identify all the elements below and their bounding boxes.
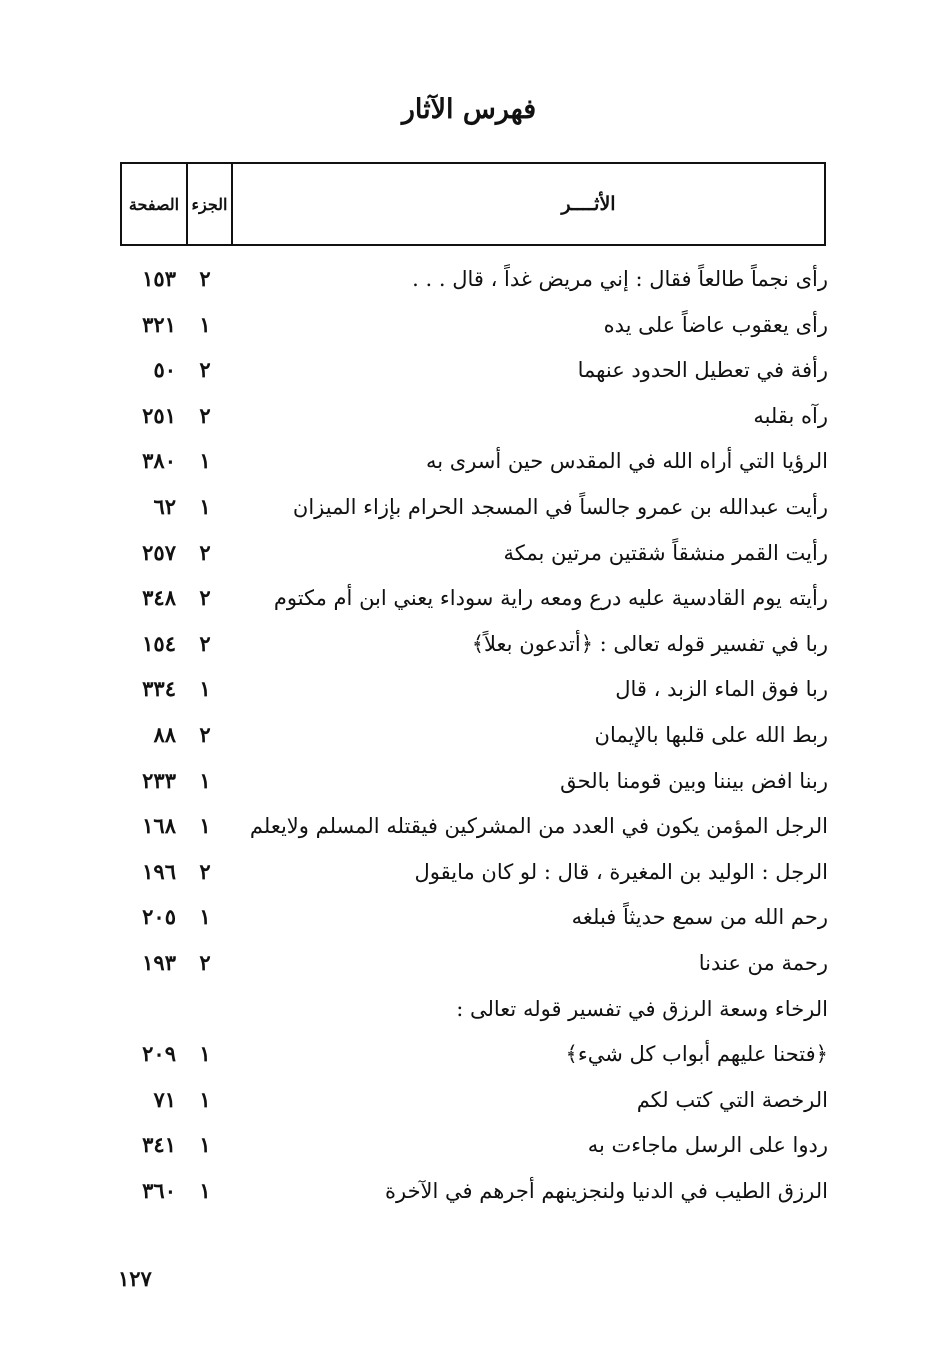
entry-part: ٢ bbox=[199, 402, 211, 428]
entry-page: ٢٥١ bbox=[142, 402, 176, 428]
entry-text: ربا في تفسير قوله تعالى : ﴿أتدعون بعلاً﴾ bbox=[471, 631, 828, 656]
entry-part: ٢ bbox=[199, 539, 211, 565]
entry-part: ١ bbox=[199, 1041, 211, 1067]
entry-part: ٢ bbox=[199, 949, 211, 975]
entry-text: الرزق الطيب في الدنيا ولنجزينهم أجرهم في الآخرة bbox=[384, 1178, 828, 1203]
header-athar-column: الأثــــر bbox=[561, 193, 616, 215]
entry-text: رآه بقلبه bbox=[753, 403, 828, 428]
index-table-header bbox=[120, 162, 826, 246]
entry-text: رأفة في تعطيل الحدود عنهما bbox=[577, 358, 828, 383]
header-page-column: الصفحة bbox=[122, 164, 188, 244]
index-entry bbox=[0, 667, 938, 713]
entry-page: ٣٤١ bbox=[142, 1132, 176, 1158]
entry-text: ربنا افض بيننا وبين قومنا بالحق bbox=[560, 768, 828, 793]
entry-part: ١ bbox=[199, 767, 211, 793]
entry-text: الرخصة التي كتب لكم bbox=[636, 1087, 828, 1112]
index-entry bbox=[0, 439, 938, 485]
index-entry bbox=[0, 348, 938, 394]
index-entry bbox=[0, 895, 938, 941]
entry-page: ٢٠٥ bbox=[142, 904, 176, 930]
index-entry bbox=[0, 1123, 938, 1169]
entry-text: الرخاء وسعة الرزق في تفسير قوله تعالى : bbox=[456, 996, 828, 1021]
entry-part: ٢ bbox=[199, 721, 211, 747]
index-entry bbox=[0, 1078, 938, 1124]
index-entry bbox=[0, 987, 938, 1033]
entry-part: ٢ bbox=[199, 357, 211, 383]
entry-part: ١ bbox=[199, 904, 211, 930]
entry-page: ٣٨٠ bbox=[142, 448, 176, 474]
entry-part: ١ bbox=[199, 1086, 211, 1112]
index-entry bbox=[0, 485, 938, 531]
entry-text: رأيت القمر منشقاً شقتين مرتين بمكة bbox=[503, 540, 828, 565]
index-entry bbox=[0, 394, 938, 440]
entry-page: ٣٢١ bbox=[142, 311, 176, 337]
page-number: ١٢٧ bbox=[118, 1266, 152, 1291]
index-entry bbox=[0, 713, 938, 759]
entry-part: ١ bbox=[199, 311, 211, 337]
index-entry bbox=[0, 531, 938, 577]
entry-part: ١ bbox=[199, 493, 211, 519]
entry-text: ﴿فتحنا عليهم أبواب كل شيء﴾ bbox=[565, 1042, 828, 1067]
entry-page: ٢٥٧ bbox=[142, 539, 176, 565]
entry-part: ٢ bbox=[199, 585, 211, 611]
entry-part: ٢ bbox=[199, 266, 211, 291]
entry-part: ١ bbox=[199, 813, 211, 839]
entry-page: ١٥٤ bbox=[142, 630, 176, 656]
entry-text: رأيته يوم القادسية عليه درع ومعه راية سوداء يعني ابن أم مكتوم bbox=[273, 586, 828, 611]
page-title: فهرس الآثار bbox=[401, 94, 537, 125]
index-entry bbox=[0, 257, 938, 303]
index-entry bbox=[0, 1032, 938, 1078]
entry-text: الرجل المؤمن يكون في العدد من المشركين فيقتله المسلم ولايعلم bbox=[249, 814, 828, 839]
entry-text: رأى يعقوب عاضاً على يده bbox=[603, 312, 828, 337]
entry-page: ٣٣٤ bbox=[142, 676, 176, 702]
index-entry bbox=[0, 759, 938, 805]
entry-page: ١٩٦ bbox=[142, 858, 176, 884]
entry-text: رأيت عبدالله بن عمرو جالساً في المسجد الحرام بإزاء الميزان bbox=[292, 494, 828, 519]
index-entry bbox=[0, 576, 938, 622]
entry-page: ٨٨ bbox=[153, 721, 176, 747]
entry-page: ٣٤٨ bbox=[142, 585, 176, 611]
index-entry bbox=[0, 941, 938, 987]
entry-part: ١ bbox=[199, 1177, 211, 1203]
entry-page: ٧١ bbox=[153, 1086, 176, 1112]
entry-page: ٢٠٩ bbox=[142, 1041, 176, 1067]
index-entry bbox=[0, 622, 938, 668]
entry-part: ٢ bbox=[199, 858, 211, 884]
entry-page: ١٩٣ bbox=[142, 949, 176, 975]
entry-part: ٢ bbox=[199, 630, 211, 656]
entry-text: رحم الله من سمع حديثاً فبلغه bbox=[571, 905, 828, 930]
index-entry bbox=[0, 303, 938, 349]
entry-text: الرجل : الوليد بن المغيرة ، قال : لو كان مايقول bbox=[414, 859, 828, 884]
entry-page: ١٥٣ bbox=[142, 266, 176, 291]
index-entry bbox=[0, 1169, 938, 1215]
entry-text: ردوا على الرسل ماجاءت به bbox=[587, 1133, 828, 1158]
entry-text: رحمة من عندنا bbox=[698, 950, 828, 975]
index-entry bbox=[0, 804, 938, 850]
index-entries bbox=[0, 257, 938, 1214]
entry-text: الرؤيا التي أراه الله في المقدس حين أسرى به bbox=[426, 449, 828, 474]
entry-part: ١ bbox=[199, 676, 211, 702]
entry-page: ٥٠ bbox=[153, 357, 176, 383]
entry-page: ٣٦٠ bbox=[142, 1177, 176, 1203]
entry-text: رأى نجماً طالعاً فقال : إني مريض غداً ، قال . . . bbox=[412, 267, 828, 291]
entry-text: ربط الله على قلبها بالإيمان bbox=[594, 722, 828, 747]
entry-text: ربا فوق الماء الزبد ، قال bbox=[615, 677, 828, 702]
entry-page: ٢٣٣ bbox=[142, 767, 176, 793]
entry-part: ١ bbox=[199, 448, 211, 474]
index-entry bbox=[0, 850, 938, 896]
entry-page: ١٦٨ bbox=[142, 813, 176, 839]
entry-page: ٦٢ bbox=[153, 493, 176, 519]
header-part-column: الجزء bbox=[188, 164, 233, 244]
entry-part: ١ bbox=[199, 1132, 211, 1158]
